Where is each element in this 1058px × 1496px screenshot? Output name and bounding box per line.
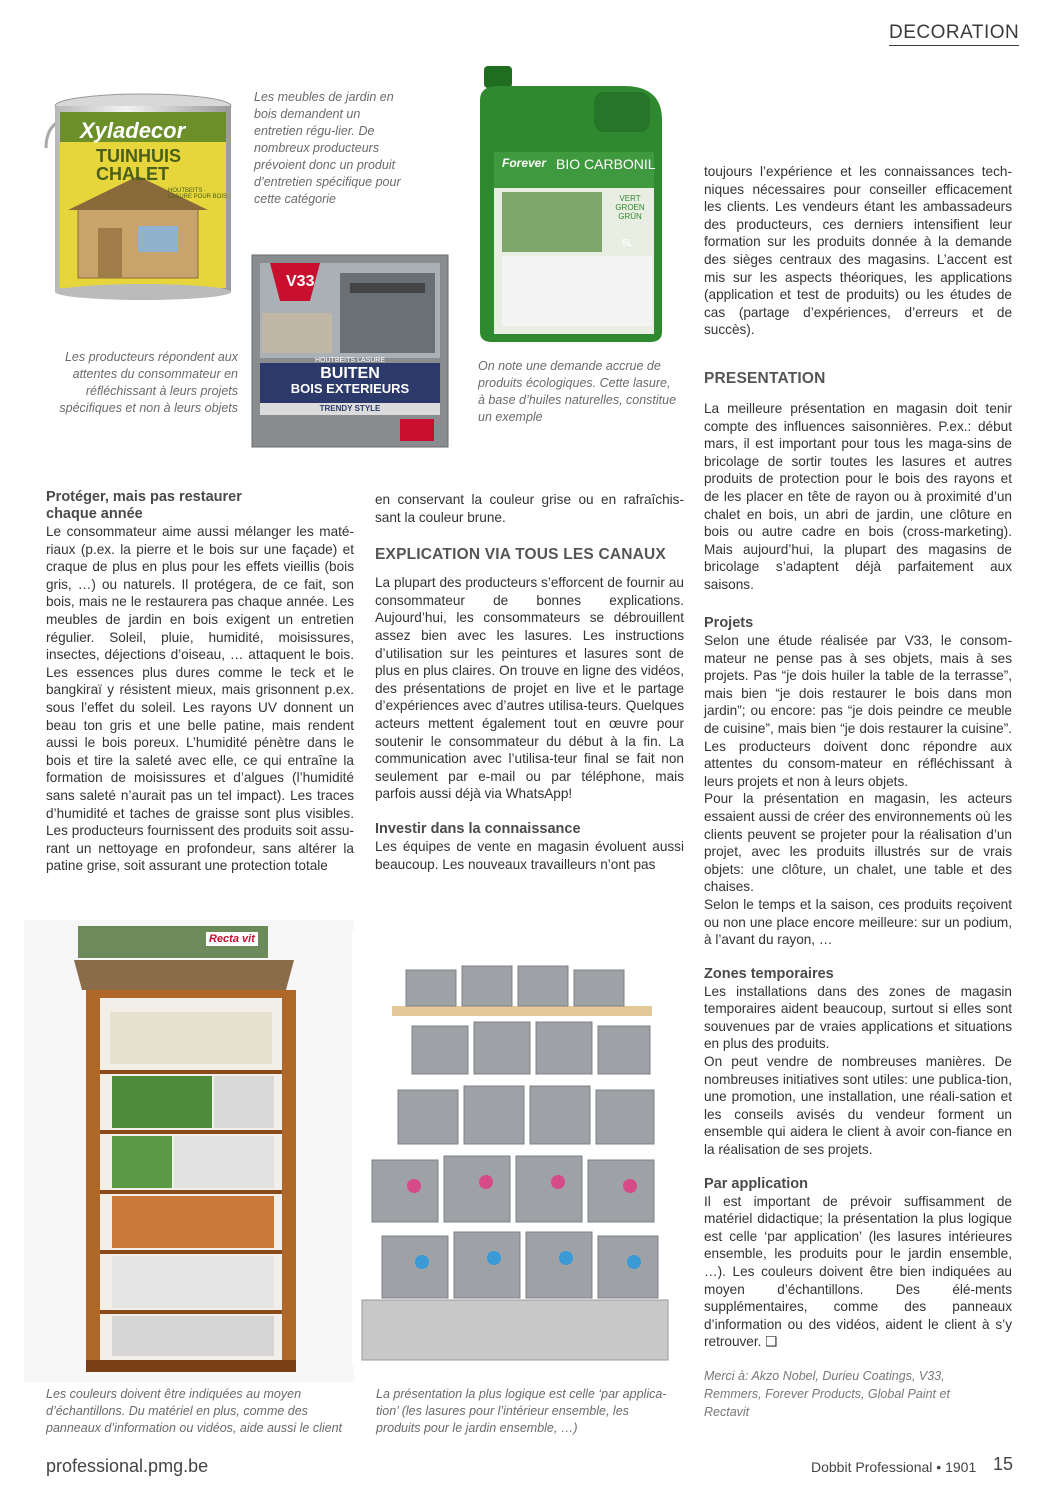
col1-text (46, 489, 354, 875)
canaux-heading: EXPLICATION VIA TOUS LES CANAUX (375, 546, 666, 564)
forever-jerrycan-image (474, 60, 672, 346)
projets-paragraph-3: Selon le temps et la saison, ces produits reçoivent ou non une place encore meilleure: sur un podium, à l’avant du rayon, … (704, 896, 1012, 948)
v33-line1: BUITEN (320, 365, 380, 382)
zones-heading: Zones temporaires (704, 965, 834, 982)
col1-heading: Protéger, mais pas restaurer chaque année (46, 489, 242, 522)
connaissance-heading: Investir dans la connaissance (375, 820, 581, 837)
xyladecor-can-image (38, 88, 243, 300)
v33-can-graphic (250, 253, 450, 449)
forever-name: BIO CARBONIL (556, 156, 656, 172)
projets-heading: Projets (704, 615, 754, 631)
caption-display: Les couleurs doivent être indiquées au moyen d’échantillons. Du matériel en plus, comme des panneaux d’information ou vidéos, aide aussi le client (46, 1387, 343, 1435)
forever-color: VERT GROEN GRÜN (615, 194, 645, 221)
page-number: 15 (993, 1454, 1014, 1474)
paint-buckets-graphic (352, 930, 674, 1366)
thanks-note: Merci à: Akzo Nobel, Durieu Coatings, V33, Remmers, Forever Products, Global Paint et Rectavit (704, 1368, 950, 1419)
col3-top (704, 163, 1012, 339)
xyladecor-sub: HOUTBEITS · LASURE POUR BOIS (168, 188, 228, 200)
paint-buckets-image (352, 930, 674, 1366)
zones-paragraph-2: On peut vendre de nombreuses manières. De nombreuses initiatives sont utiles: une publica-tion, une promotion, une installation, une réali-sation et les conseils avisés du vendeur forment un ensemble qui aidera le client à avoir con-fiance en la réalisation de ses projets. (704, 1054, 1012, 1158)
section-tag: DECORATION (889, 22, 1019, 46)
forever-brand: Forever (502, 156, 547, 170)
v33-brand: V33 (286, 273, 315, 290)
display-stand-graphic (24, 920, 354, 1382)
forever-volume: 5L (622, 238, 634, 249)
canaux-paragraph: La plupart des producteurs s’efforcent de fournir au consommateur de bonnes explications. Aujourd’hui, les consommateurs se débrouillent assez bien avec les lasures. Les instructions d’utilisation sur les peintures et lasures sont de plus en plus claires. On trouve en ligne des vidéos, des présentations de projet en live et le partage d’expériences avec d’autres utilisa-teurs. Quelques acteurs mettent également tout en œuvre pour soutenir le consommateur du début à la fin. La communication avec l’utilisa-teur final se fait non seulement par e-mail ou par téléphone, mais parfois aussi déjà via WhatsApp! (375, 575, 684, 802)
end-mark: ❑ (765, 1334, 778, 1350)
footer-magazine: Dobbit Professional • 1901 (811, 1459, 977, 1475)
caption-forever: On note une demande accrue de produits écologiques. Cette lasure, à base d’huiles naturelles, constitue un exemple (478, 359, 677, 424)
v33-small: HOUTBEITS LASURE (314, 357, 385, 364)
col1-paragraph: Le consommateur aime aussi mélanger les maté-riaux (p.ex. la pierre et le bois sur une façade) et craque de plus en plus pour les effets vieillis (bois gris, …) ou naturels. Il protégera, de ce fait, son bois, mais ne le restaurera pas chaque année. Les meubles de jardin en bois exigent un entretien régulier. Soleil, pluie, humidité, moisissures, insectes, déjections d’oiseau, … attaquent le bois. Les essences plus dures comme le teck et le bangkiraï y résistent mieux, mais grisonnent p.ex. sous l’effet du soleil. Les rayons UV donnent un beau ton gris et une belle patine, mais rendent aussi le bois poreux. L’humidité pénètre dans le bois et tire la saleté avec elle, ce qui entraîne la formation de moisissures et d’algues (l’humidité sans saleté n’aurait pas un tel impact). Les traces d’humidité et taches de graisse sont plus visibles. Les producteurs fournissent des produits soit assu-rant un nettoyage en profondeur, sans altérer la patine grise, soit assurant une protection totale (46, 524, 354, 874)
application-heading: Par application (704, 1175, 808, 1192)
projets-paragraph-1: Selon une étude réalisée par V33, le consom-mateur ne pense pas à ses objets, mais à ses projets. Pas “je dois huiler la table de la terrasse”, mais bien “je dois restaurer le bois dans mon jardin”; ou encore: pas “je dois peindre ce meuble de cuisine”, mais bien “je dois restaurer la cuisine”. Les producteurs doivent donc répondre aux attentes du consom-mateur en réfléchissant à leurs projets et non à leurs objets. (704, 633, 1012, 789)
v33-line2: BOIS EXTERIEURS (290, 381, 410, 396)
col2-text (375, 491, 684, 873)
v33-style: TRENDY STYLE (319, 404, 381, 413)
zones-paragraph-1: Les installations dans des zones de magasin temporaires aident beaucoup, surtout si elles sont souvenues par de vraies applications et situations en plus des produits. (704, 983, 1012, 1052)
caption-buckets: La présentation la plus logique est celle ‘par applica-tion’ (les lasures pour l’intérieur ensemble, les produits pour le jardin ensemble, …) (376, 1387, 667, 1435)
connaissance-paragraph: Les équipes de vente en magasin évoluent aussi beaucoup. Les nouveaux travailleurs n’ont pas (375, 838, 684, 872)
v33-can-image (250, 253, 450, 449)
xyladecor-brand: Xyladecor (80, 118, 186, 143)
display-stand-image (24, 920, 354, 1382)
col2-continuation: en conservant la couleur grise ou en rafraîchis-sant la couleur brune. (375, 492, 684, 525)
presentation-heading: PRESENTATION (704, 370, 826, 387)
application-text: Il est important de prévoir suffisamment de matériel didactique; la présentation la plus logique est celle ‘par application’ (les lasures intérieures ensemble, les produits pour le jardin ensemble, …). Les couleurs doivent être bien indiquées au moyen d’échantillons. Des élé-ments supplémentaires, comme des panneaux d’information ou des vidéos, aident le client à s’y retrouver. (704, 1193, 1012, 1350)
xyladecor-line1: TUINHUIS (96, 146, 181, 166)
col3-rest (704, 615, 1012, 1421)
caption-xyladecor: Les meubles de jardin en bois demandent un entretien régu-lier. De nombreux producteurs prévoient donc un produit d’entretien spécifique pour cette catégorie (254, 90, 401, 206)
col3-presentation (704, 370, 1012, 594)
xyladecor-line2: CHALET (96, 164, 169, 184)
presentation-paragraph: La meilleure présentation en magasin doit tenir compte des influences saisonnières. P.ex.: début mars, il est important pour tous les maga-sins de bricolage de sortir toutes les lasures et autres produits de protection pour le bois des rayons et de les placer en tête de rayon ou à proximité d’un chalet en bois, un abri de jardin, une clôture en bois ou autre cadre en bois (cross-marketing). Mais aujourd’hui, la plupart des magasins de bricolage s’adaptent déjà parfaitement aux saisons. (704, 401, 1012, 592)
caption-v33: Les producteurs répondent aux attentes du consommateur en réfléchissant à leurs projets spécifiques et non à leurs objets (59, 350, 238, 415)
projets-paragraph-2: Pour la présentation en magasin, les acteurs essaient aussi de créer des environnements où les clients peuvent se projeter pour la réalisation d’un projet, avec les produits illustrés sur de vrais objets: une clôture, un chalet, une table et des chaises. (704, 791, 1012, 895)
footer-url[interactable]: professional.pmg.be (46, 1456, 209, 1476)
col3-continuation: toujours l’expérience et les connaissances tech-niques nécessaires pour conseiller efficacement les clients. Les vendeurs étant les ambassadeurs des producteurs, ces derniers intensifient leur formation sur les produits donnée à la demande des sièges centraux des magasins. L’accent est mis sur les aspects théoriques, les applications (application et test de produits) ou les études de cas (partage d’expériences, d’erreurs et de succès). (704, 164, 1012, 338)
display-brand: Recta vit (206, 932, 258, 946)
application-paragraph (704, 1193, 1012, 1351)
